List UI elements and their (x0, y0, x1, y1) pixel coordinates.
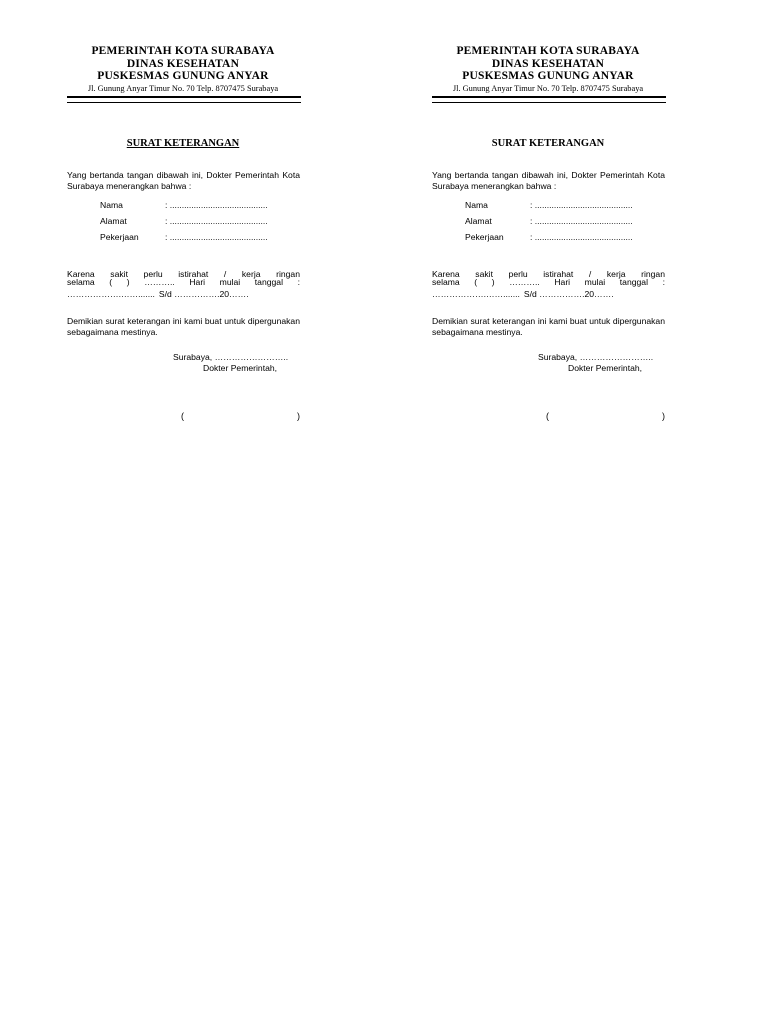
field-blank: : ......................................... (165, 199, 268, 210)
letter-form-left (63, 0, 303, 422)
letterhead-clinic: PUSKESMAS GUNUNG ANYAR (462, 70, 634, 82)
letterhead-address: Jl. Gunung Anyar Timur No. 70 Telp. 8707475 Surabaya (452, 83, 644, 93)
letterhead-department: DINAS KESEHATAN (126, 57, 240, 70)
signature-block (428, 352, 668, 374)
letterhead-government: PEMERINTAH KOTA SURABAYA (456, 45, 640, 57)
reason-line-1: Karena sakit perlu istirahat / kerja ringan (432, 268, 665, 279)
signature-name-parentheses: ( ) (181, 410, 300, 421)
date-start-blank: ……………….……....... (67, 288, 155, 299)
date-end-blank: S/d …………….20……. (158, 288, 249, 299)
intro-paragraph: Yang bertanda tangan dibawah ini, Dokter Pemerintah Kota Surabaya menerangkan bahwa : (67, 169, 300, 191)
reason-paragraph (63, 270, 303, 300)
closing-paragraph: Demikian surat keterangan ini kami buat untuk dipergunakan sebagaimana mestinya. (432, 315, 665, 337)
letterhead-divider (67, 96, 301, 103)
field-blank: : ......................................... (530, 231, 633, 242)
date-end-blank: S/d …………….20……. (523, 288, 614, 299)
letterhead (63, 45, 303, 94)
signature-name-parentheses: ( ) (546, 410, 665, 421)
field-label: Nama (100, 199, 123, 210)
signature-role: Dokter Pemerintah, (203, 362, 278, 373)
field-label: Pekerjaan (100, 231, 139, 242)
intro-paragraph: Yang bertanda tangan dibawah ini, Dokter Pemerintah Kota Surabaya menerangkan bahwa : (432, 169, 665, 191)
reason-line-2: selama ( ) ……….. Hari mulai tanggal : (432, 277, 665, 287)
signature-role: Dokter Pemerintah, (568, 362, 643, 373)
field-blank: : ......................................... (165, 231, 268, 242)
field-nama (100, 200, 303, 216)
reason-line-3 (63, 289, 303, 300)
letter-form-right (428, 0, 668, 422)
identity-fields (428, 200, 668, 248)
reason-paragraph (428, 270, 668, 300)
field-blank: : ......................................... (165, 215, 268, 226)
signature-place-date: Surabaya, …………………….. (173, 351, 289, 362)
field-pekerjaan (465, 232, 668, 248)
document-title: SURAT KETERANGAN (491, 137, 605, 149)
reason-line-2: selama ( ) ……….. Hari mulai tanggal : (67, 277, 300, 287)
field-label: Alamat (465, 215, 492, 226)
field-alamat (100, 216, 303, 232)
field-blank: : ......................................... (530, 199, 633, 210)
letterhead (428, 45, 668, 94)
field-label: Pekerjaan (465, 231, 504, 242)
date-start-blank: ……………….……....... (432, 288, 520, 299)
letterhead-divider (432, 96, 666, 103)
closing-paragraph: Demikian surat keterangan ini kami buat untuk dipergunakan sebagaimana mestinya. (67, 315, 300, 337)
identity-fields (63, 200, 303, 248)
letterhead-government: PEMERINTAH KOTA SURABAYA (91, 45, 275, 57)
field-alamat (465, 216, 668, 232)
field-label: Alamat (100, 215, 127, 226)
field-label: Nama (465, 199, 488, 210)
letterhead-department: DINAS KESEHATAN (491, 57, 605, 70)
letterhead-address: Jl. Gunung Anyar Timur No. 70 Telp. 8707475 Surabaya (87, 83, 279, 93)
field-pekerjaan (100, 232, 303, 248)
reason-line-1: Karena sakit perlu istirahat / kerja ringan (67, 268, 300, 279)
reason-line-3 (428, 289, 668, 300)
field-blank: : ......................................... (530, 215, 633, 226)
document-title: SURAT KETERANGAN (126, 137, 240, 149)
letterhead-clinic: PUSKESMAS GUNUNG ANYAR (97, 70, 269, 82)
signature-place-date: Surabaya, …………………….. (538, 351, 654, 362)
field-nama (465, 200, 668, 216)
signature-block (63, 352, 303, 374)
